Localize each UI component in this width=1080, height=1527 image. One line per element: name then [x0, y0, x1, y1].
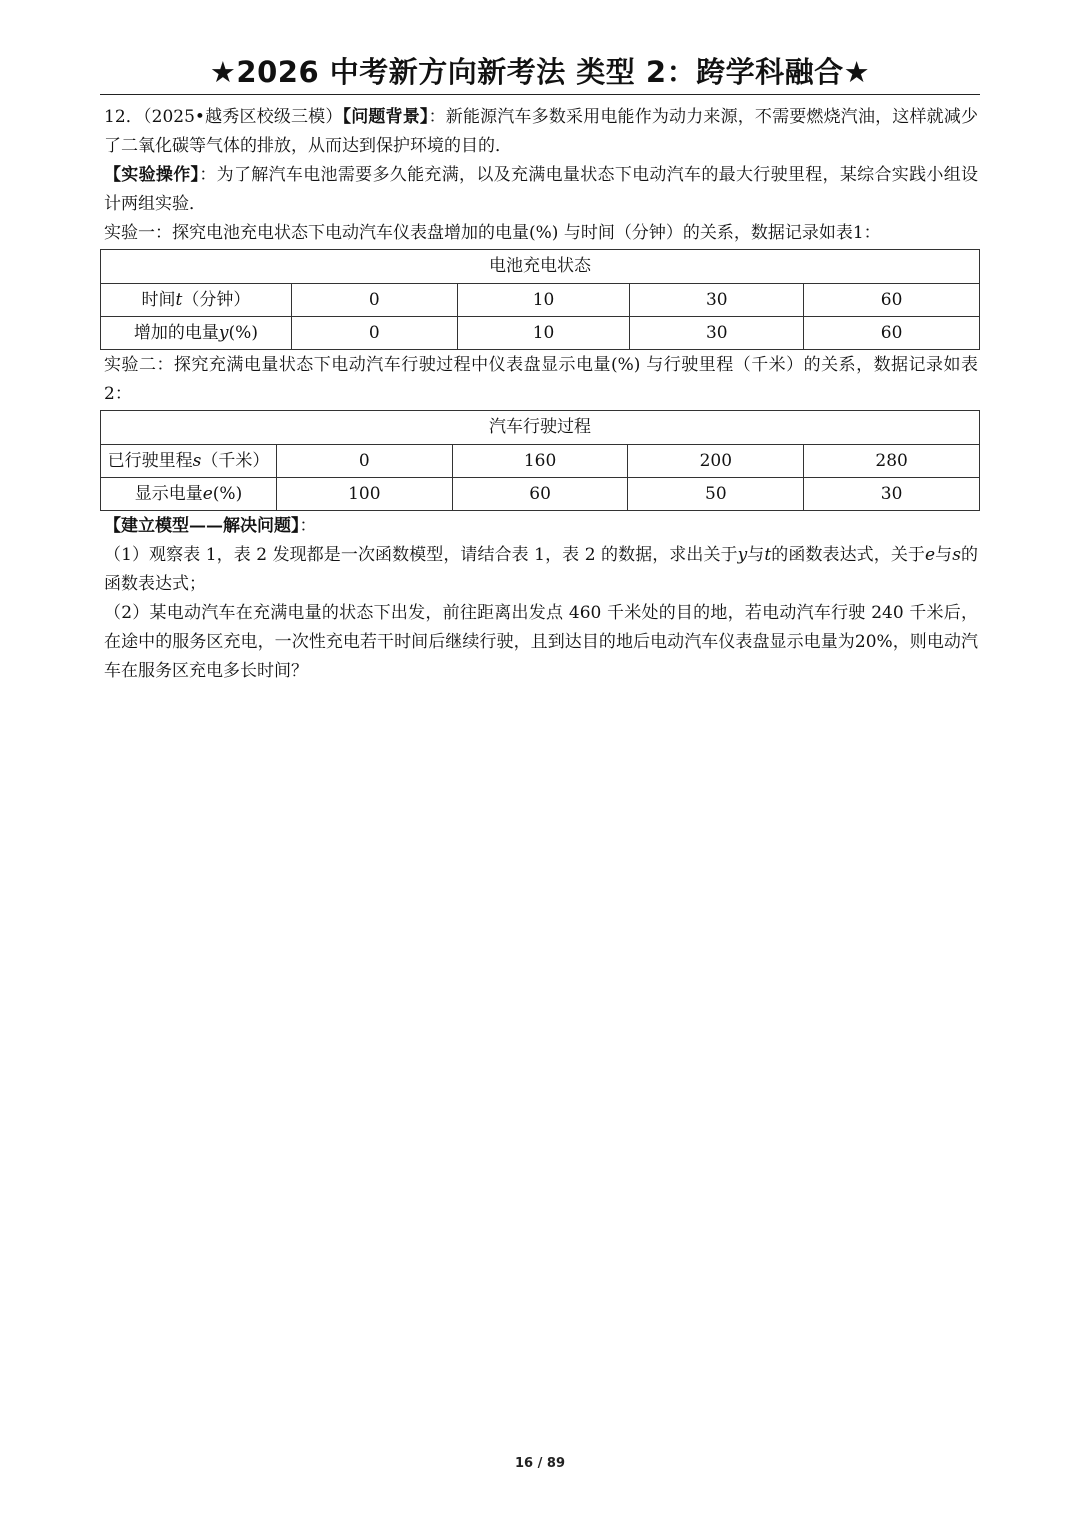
table-cell: 50: [628, 478, 804, 511]
table-2-row-label: [101, 445, 277, 478]
background-paragraph: [104, 103, 978, 161]
model-colon: ：: [299, 516, 317, 536]
table-2-row-distance: [101, 445, 980, 478]
page-total: 89: [546, 1456, 565, 1471]
variable-e: e: [202, 483, 213, 504]
table-2: [100, 410, 980, 511]
q1-text: （1）观察表 1，表 2 发现都是一次函数模型，请结合表 1，表 2 的数据，求出关于: [104, 545, 738, 565]
table-1-row-charge: [101, 317, 980, 350]
page-footer: [0, 1456, 1080, 1471]
table-1: [100, 249, 980, 350]
operation-text: ：为了解汽车电池需要多久能充满，以及充满电量状态下电动汽车的最大行驶里程，某综合实践小组设计两组实验．: [104, 165, 979, 214]
operation-paragraph: [104, 161, 978, 219]
question-2: （2）某电动汽车在充满电量的状态下出发，前往距离出发点 460 千米处的目的地，若电动汽车行驶 240 千米后，在途中的服务区充电，一次性充电若干时间后继续行驶，且到达目的地后电动汽车仪表盘显示电量为20%，则电动汽车在服务区充电多长时间？: [104, 603, 978, 681]
label-unit: （分钟）: [182, 289, 251, 310]
label-text: 已行驶里程: [107, 450, 193, 471]
table-cell: 10: [457, 317, 630, 350]
table-2-caption-row: [101, 411, 980, 445]
q1-text: 与: [747, 545, 765, 565]
problem-number: 12．: [104, 107, 143, 127]
table-cell: 60: [804, 284, 980, 317]
operation-label: 【实验操作】: [104, 165, 200, 185]
model-label: 【建立模型——解决问题】: [104, 516, 300, 536]
table-1-caption: 电池充电状态: [101, 250, 980, 284]
label-text: 增加的电量: [133, 322, 219, 343]
table-cell: 160: [452, 445, 628, 478]
label-text: 显示电量: [134, 483, 203, 504]
experiment-2-text: 实验二：探究充满电量状态下电动汽车行驶过程中仪表盘显示电量(%) 与行驶里程（千米）的关系，数据记录如表2：: [104, 355, 978, 404]
table-cell: 280: [804, 445, 980, 478]
variable-e: e: [924, 545, 936, 565]
page-number: 16: [515, 1456, 534, 1471]
label-unit: (%): [228, 322, 258, 343]
table-2-caption: 汽车行驶过程: [101, 411, 980, 445]
table-2-row-display: [101, 478, 980, 511]
table-cell: 0: [291, 284, 457, 317]
problem-content: [104, 103, 978, 686]
variable-s: s: [192, 450, 202, 471]
label-text: 时间: [141, 289, 176, 310]
question-1: [104, 541, 978, 599]
variable-y: y: [218, 322, 229, 343]
model-heading: [104, 512, 978, 541]
page-separator: /: [537, 1456, 543, 1471]
table-1-row-time: [101, 284, 980, 317]
background-label: 【问题背景】: [342, 107, 429, 127]
table-cell: 200: [628, 445, 804, 478]
problem-source: （2025•越秀区校级三模）: [142, 107, 343, 127]
label-unit: (%): [212, 483, 243, 504]
table-cell: 60: [804, 317, 980, 350]
table-cell: 30: [630, 284, 804, 317]
table-cell: 0: [276, 445, 452, 478]
header-title: ★2026 中考新方向新考法 类型 2：跨学科融合★: [209, 55, 871, 89]
table-cell: 0: [291, 317, 457, 350]
q1-text: 的函数表达式；: [104, 545, 979, 594]
table-1-row-label: [101, 317, 292, 350]
table-cell: 30: [804, 478, 980, 511]
page-header: [100, 50, 980, 95]
variable-t: t: [175, 289, 183, 310]
variable-y: y: [737, 545, 748, 565]
label-unit: （千米）: [201, 450, 270, 471]
table-cell: 60: [452, 478, 628, 511]
experiment-1-text: 实验一：探究电池充电状态下电动汽车仪表盘增加的电量(%) 与时间（分钟）的关系，数据记录如表1：: [104, 223, 881, 243]
variable-s: s: [952, 545, 961, 565]
table-cell: 100: [276, 478, 452, 511]
table-cell: 30: [630, 317, 804, 350]
q1-text: 与: [935, 545, 953, 565]
variable-t: t: [764, 545, 772, 565]
table-1-caption-row: [101, 250, 980, 284]
q1-text: 的函数表达式，关于: [771, 545, 925, 565]
table-1-row-label: [101, 284, 292, 317]
table-cell: 10: [457, 284, 630, 317]
background-text: ：新能源汽车多数采用电能作为动力来源，不需要燃烧汽油，这样就减少了二氧化碳等气体的排放，从而达到保护环境的目的．: [104, 107, 979, 156]
table-2-row-label: [101, 478, 277, 511]
